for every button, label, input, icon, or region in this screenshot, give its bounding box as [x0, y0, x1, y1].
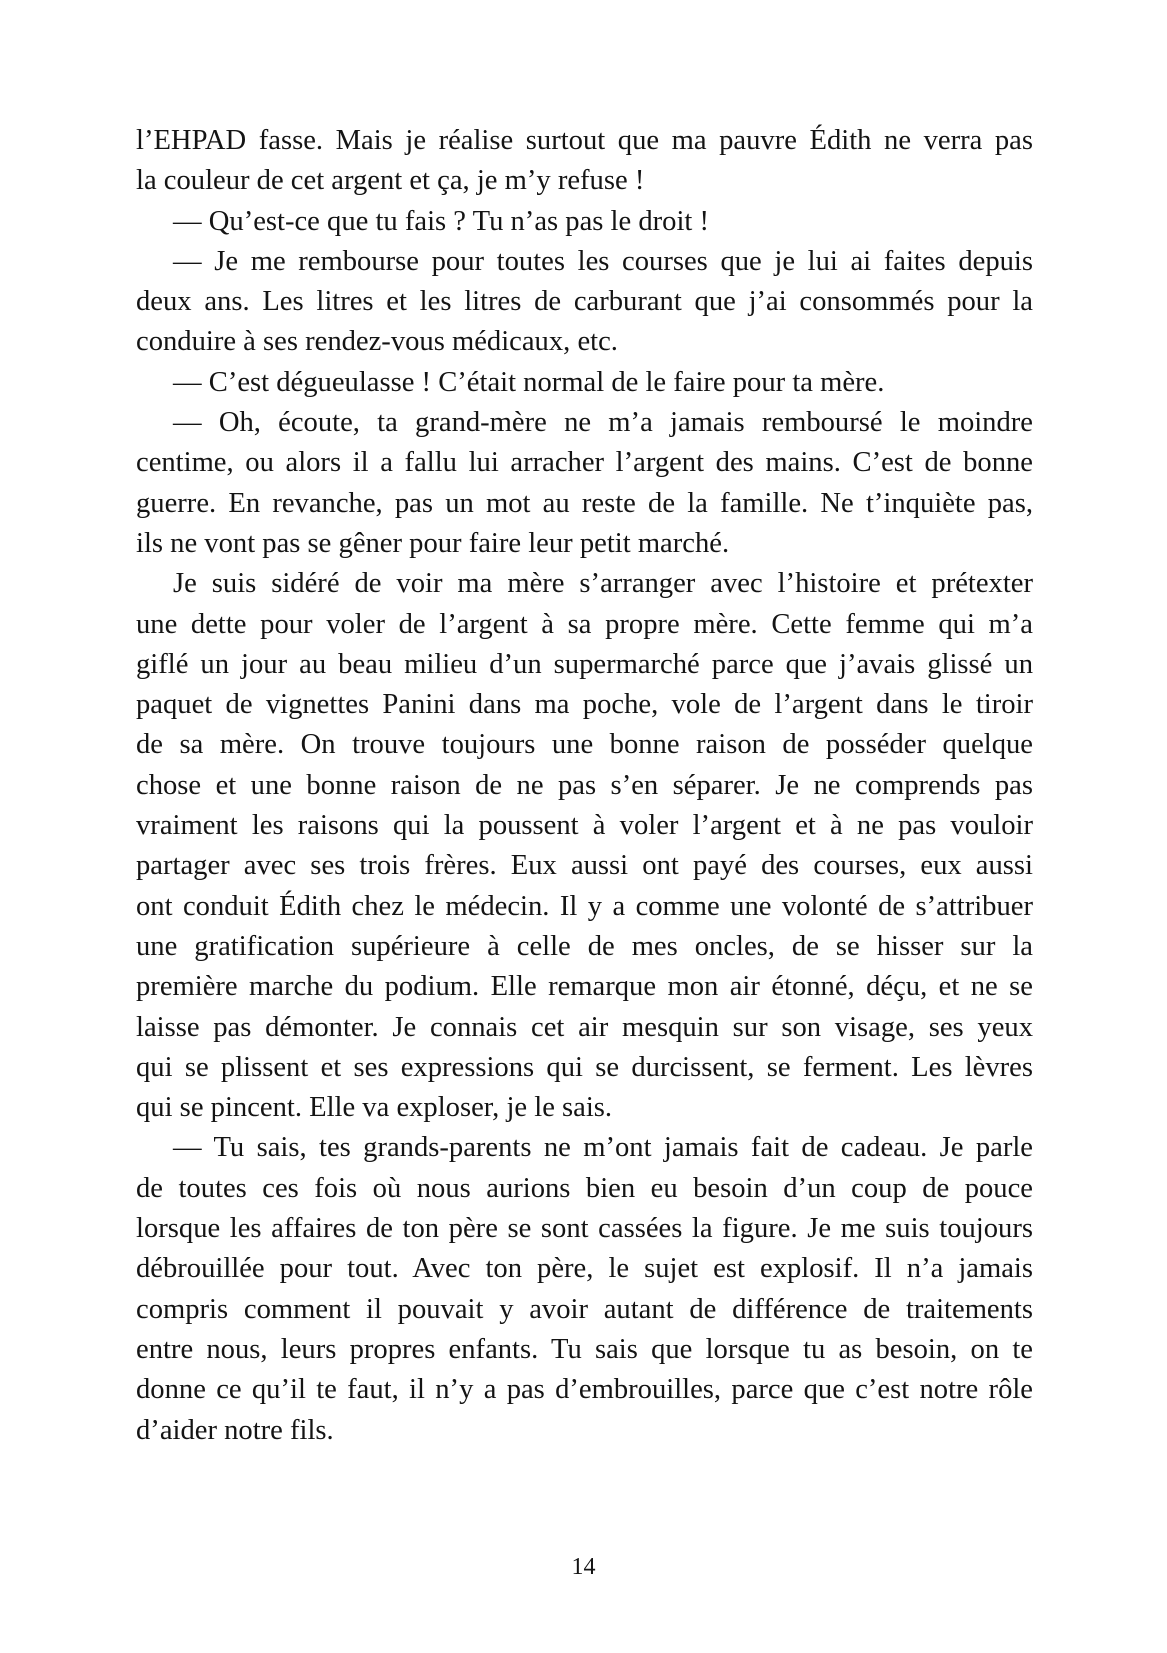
text-line: une gratification supérieure à celle de mes oncles, de se hisser sur la: [136, 930, 1033, 962]
text-line: — C’est dégueulasse ! C’était normal de le faire pour ta mère.: [173, 366, 885, 398]
text-line: donne ce qu’il te faut, il n’y a pas d’embrouilles, parce que c’est notre rôle: [136, 1374, 1033, 1406]
text-line: partager avec ses trois frères. Eux aussi ont payé des courses, eux aussi: [136, 850, 1033, 882]
text-line: qui se pincent. Elle va exploser, je le sais.: [136, 1092, 613, 1124]
text-line: de toutes ces fois où nous aurions bien eu besoin d’un coup de pouce: [136, 1172, 1033, 1204]
text-line: de sa mère. On trouve toujours une bonne raison de posséder quelque: [136, 729, 1033, 761]
text-line: — Oh, écoute, ta grand-mère ne m’a jamais remboursé le moindre: [173, 407, 1033, 439]
text-line: qui se plissent et ses expressions qui se durcissent, se ferment. Les lèvres: [136, 1051, 1033, 1083]
body-text: [136, 121, 1033, 1451]
text-line: première marche du podium. Elle remarque mon air étonné, déçu, et ne se: [136, 971, 1033, 1003]
text-line: débrouillée pour tout. Avec ton père, le sujet est explosif. Il n’a jamais: [136, 1253, 1033, 1285]
text-line: — Qu’est-ce que tu fais ? Tu n’as pas le droit !: [173, 205, 710, 237]
text-line: la couleur de cet argent et ça, je m’y refuse !: [136, 165, 645, 197]
text-line: giflé un jour au beau milieu d’un supermarché parce que j’avais glissé un: [136, 648, 1033, 680]
text-line: ils ne vont pas se gêner pour faire leur petit marché.: [136, 527, 730, 559]
text-line: l’EHPAD fasse. Mais je réalise surtout que ma pauvre Édith ne verra pas: [136, 125, 1033, 156]
text-line: d’aider notre fils.: [136, 1414, 334, 1446]
text-line: guerre. En revanche, pas un mot au reste de la famille. Ne t’inquiète pas,: [136, 487, 1033, 519]
text-line: chose et une bonne raison de ne pas s’en séparer. Je ne comprends pas: [136, 769, 1033, 801]
text-line: une dette pour voler de l’argent à sa propre mère. Cette femme qui m’a: [136, 608, 1033, 640]
text-line: centime, ou alors il a fallu lui arracher l’argent des mains. C’est de bonne: [136, 447, 1033, 479]
text-line: — Je me rembourse pour toutes les courses que je lui ai faites depuis: [173, 245, 1033, 277]
text-line: entre nous, leurs propres enfants. Tu sais que lorsque tu as besoin, on te: [136, 1333, 1033, 1365]
text-line: vraiment les raisons qui la poussent à voler l’argent et à ne pas vouloir: [136, 810, 1033, 842]
text-line: paquet de vignettes Panini dans ma poche, vole de l’argent dans le tiroir: [136, 689, 1033, 721]
text-line: ont conduit Édith chez le médecin. Il y a comme une volonté de s’attribuer: [136, 890, 1033, 922]
text-line: laisse pas démonter. Je connais cet air mesquin sur son visage, ses yeux: [136, 1011, 1033, 1043]
text-line: lorsque les affaires de ton père se sont cassées la figure. Je me suis toujours: [136, 1213, 1033, 1245]
page-number: 14: [571, 1554, 596, 1580]
text-line: Je suis sidéré de voir ma mère s’arranger avec l’histoire et prétexter: [173, 568, 1033, 600]
text-line: — Tu sais, tes grands-parents ne m’ont jamais fait de cadeau. Je parle: [173, 1132, 1033, 1164]
text-line: conduire à ses rendez-vous médicaux, etc.: [136, 326, 618, 358]
text-line: compris comment il pouvait y avoir autant de différence de traitements: [136, 1293, 1033, 1325]
text-line: deux ans. Les litres et les litres de carburant que j’ai consommés pour la: [136, 286, 1033, 318]
